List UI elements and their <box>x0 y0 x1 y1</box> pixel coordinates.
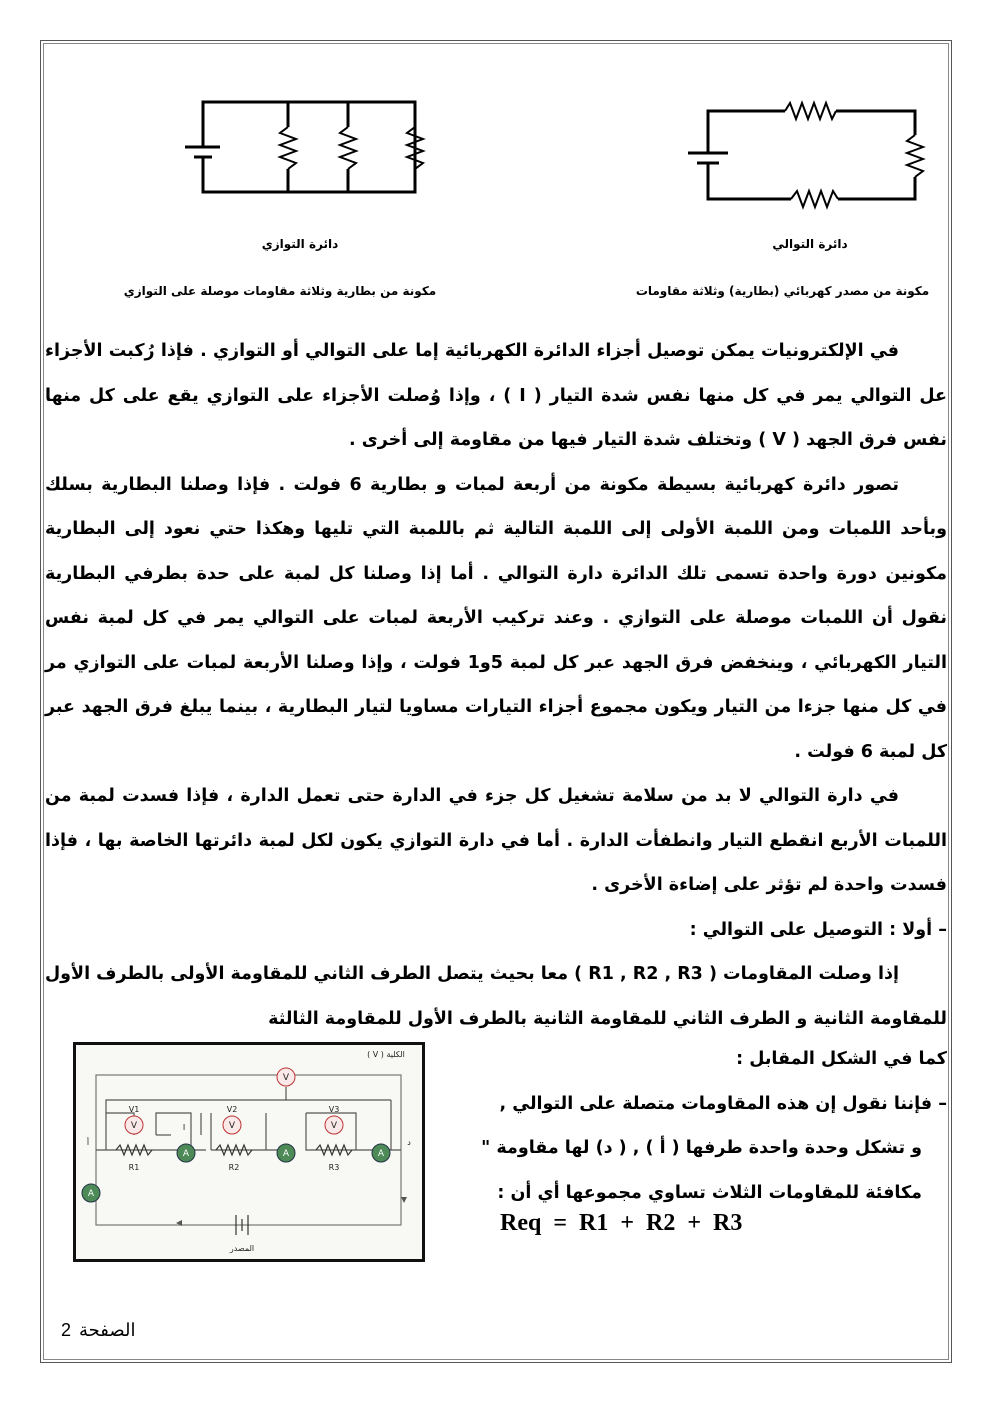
parallel-title: دائرة التوازي <box>261 237 339 251</box>
equivalent-resistance-equation: Req = R1 + R2 + R3 <box>500 1210 743 1236</box>
line-series-note: – فإننا نقول إن هذه المقاومات متصلة على التوالي , <box>499 1093 947 1114</box>
page-number: 2 <box>61 1320 72 1340</box>
parallel-circuit-diagram <box>180 95 440 200</box>
voltmeter-2-symbol: V <box>228 1121 236 1131</box>
measurement-circuit-photo <box>73 1042 425 1262</box>
series-title: دائرة التوالي <box>772 237 848 251</box>
total-voltage-label: ( V ) الكلية <box>367 1050 405 1059</box>
section-heading: – أولا : التوصيل على التوالي : <box>689 919 947 940</box>
line-equivalent: مكافئة للمقاومات الثلاث تساوي مجموعها أي أن : <box>497 1182 922 1203</box>
point-a-label: أ <box>86 1138 90 1147</box>
paragraph-intro: في الإلكترونيات يمكن توصيل أجزاء الدائرة الكهربائية إما على التوالي أو التوازي . فإذا رُكبت الأجزاء عل التوالي يمر في كل منها نفس شدة التيار ( I ) ، وإذا وُصلت الأجزاء على التوازي يقع على كل منها نفس فرق الجهد ( V ) وتختلف شدة التيار فيها من مقاومة إلى أخرى . <box>45 341 948 450</box>
page-word: الصفحة <box>79 1320 136 1340</box>
ammeter-3-symbol: A <box>377 1149 385 1159</box>
line-figure-ref: كما في الشكل المقابل : <box>736 1049 947 1069</box>
page-footer <box>57 1320 140 1341</box>
point-d-label: د <box>407 1138 411 1147</box>
v1-label: V1 <box>128 1105 140 1114</box>
current-label: I <box>182 1123 186 1132</box>
v3-label: V3 <box>328 1105 340 1114</box>
side-text <box>467 1037 947 1215</box>
ammeter-4-symbol: A <box>87 1189 95 1199</box>
r3-label: R3 <box>328 1163 340 1172</box>
series-circuit-diagram <box>685 95 945 210</box>
paragraph-lamps: تصور دائرة كهربائية بسيطة مكونة من أربعة لمبات و بطارية 6 فولت . فإذا وصلنا البطارية بسلك وبأحد اللمبات ومن اللمبة الأولى إلى اللمبة التالية ثم باللمبة التي تليها وهكذا حتي نعود إلى البطارية مكونين دورة واحدة تسمى تلك الدائرة دارة التوالي . أما إذا وصلنا كل لمبة على حدة بطرفي البطارية نقول أن اللمبات موصلة على التوازي . وعند تركيب الأربعة لمبات على التوالي يمر في كل لمبة نفس التيار الكهربائي ، وينخفض فرق الجهد عبر كل لمبة 5و1 فولت ، وإذا وصلنا الأربعة لمبات على التوازي مر في كل منها جزءا من التيار ويكون مجموع أجزاء التيارات مساويا لتيار البطارية ، بينما يبلغ فرق الجهد عبر كل لمبة 6 فولت . <box>45 474 947 762</box>
voltmeter-1-symbol: V <box>130 1121 138 1131</box>
voltmeter-total-symbol: V <box>282 1073 290 1083</box>
ammeter-1-symbol: A <box>182 1149 190 1159</box>
source-label: المصدر <box>229 1244 255 1253</box>
voltmeter-3-symbol: V <box>330 1121 338 1131</box>
ammeter-2-symbol: A <box>282 1149 290 1159</box>
r2-label: R2 <box>228 1163 240 1172</box>
main-text <box>45 329 947 1041</box>
parallel-caption: مكونة من بطارية وثلاثة مقاومات موصلة على التوازي <box>123 284 437 298</box>
r1-label: R1 <box>128 1163 140 1172</box>
measurement-circuit-drawing <box>76 1045 422 1259</box>
v2-label: V2 <box>226 1105 238 1114</box>
line-unit-note: و تشكل وحدة واحدة طرفها ( أ ) , ( د) لها مقاومة " <box>481 1138 922 1158</box>
series-caption: مكونة من مصدر كهربائي (بطارية) وثلاثة مقاومات <box>635 284 930 298</box>
paragraph-resistors: إذا وصلت المقاومات ( R1 , R2 , R3 ) معا بحيث يتصل الطرف الثاني للمقاومة الأولى بالطرف الأول للمقاومة الثانية و الطرف الثاني للمقاومة الثانية بالطرف الأول للمقاومة الثالثة <box>45 964 947 1029</box>
paragraph-failure: في دارة التوالي لا بد من سلامة تشغيل كل جزء في الدارة حتى تعمل الدارة ، فإذا فسدت لمبة من اللمبات الأربع انقطع التيار وانطفأت الدارة . أما في دارة التوازي يكون لكل لمبة دائرتها الخاصة بها ، فإذا فسدت واحدة لم تؤثر على إضاءة الأخرى . <box>45 786 947 895</box>
